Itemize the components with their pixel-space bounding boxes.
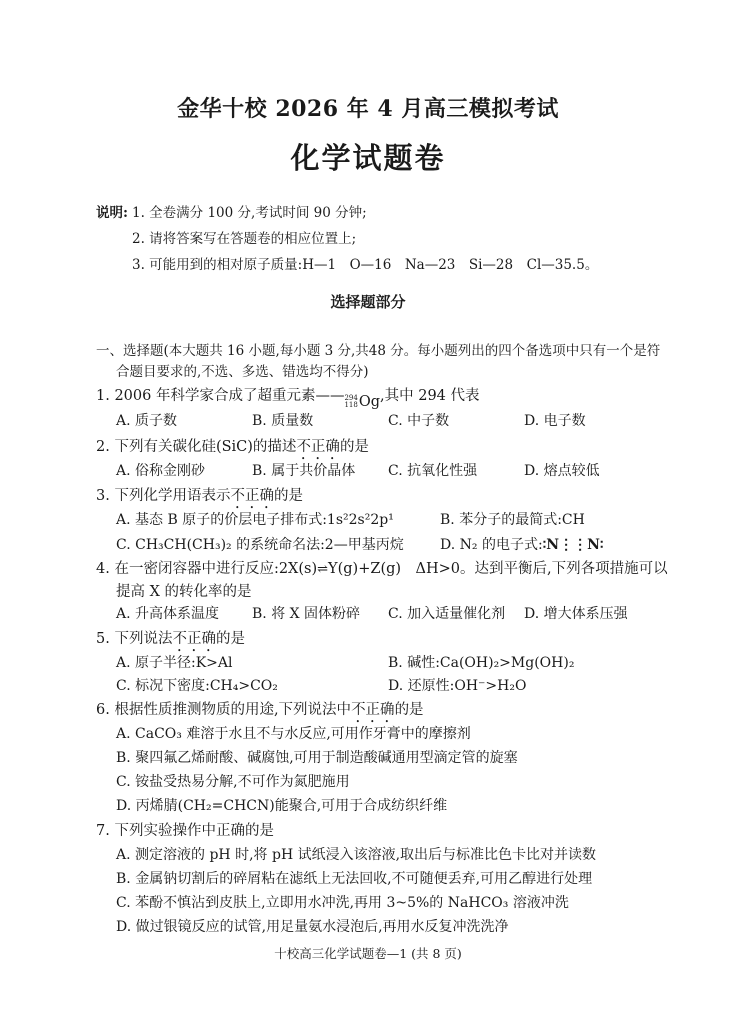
- q3-option-d: [440, 534, 604, 554]
- q5-stem-pre: 5. 下列说法: [96, 631, 173, 647]
- q4-option-b: B. 将 X 固体粉碎: [252, 606, 361, 622]
- q2-stem-post: 的是: [339, 439, 369, 455]
- instruction-item: 2. 请将答案写在答题卷的相应位置上;: [132, 231, 357, 247]
- q5-emphasis: 不正确: [172, 631, 216, 647]
- q6-option-a: A. CaCO₃ 难溶于水且不与水反应,可用作牙膏中的摩擦剂: [116, 726, 471, 742]
- nuclide-symbol: [344, 394, 380, 410]
- q3-stem-post: 的是: [273, 488, 303, 504]
- mass-number: 294: [344, 394, 358, 402]
- q1-option-d: D. 电子数: [524, 413, 586, 429]
- q2-option-d: D. 熔点较低: [524, 463, 600, 479]
- q5-option-c: C. 标况下密度:CH₄>CO₂: [116, 678, 278, 694]
- q3-emphasis: 不正确: [230, 488, 274, 504]
- q3-option-b: B. 苯分子的最简式:CH: [440, 512, 585, 528]
- part-intro-line1: [96, 339, 660, 359]
- question-4: [96, 557, 668, 578]
- question-7: 7. 下列实验操作中正确的是: [96, 823, 274, 839]
- q6-stem-pre: 6. 根据性质推测物质的用途,下列说法中: [96, 702, 352, 718]
- q1-stem-pre: 1. 2006 年科学家合成了超重元素——: [96, 388, 345, 404]
- q5-stem-post: 的是: [215, 631, 245, 647]
- q6-option-b: B. 聚四氟乙烯耐酸、碱腐蚀,可用于制造酸碱通用型滴定管的旋塞: [116, 750, 518, 766]
- question-5: [96, 627, 245, 655]
- exam-title: 金华十校 2026 年 4 月高三模拟考试: [177, 96, 559, 122]
- q6-emphasis: 不正确: [351, 702, 395, 718]
- q4-option-a: A. 升高体系温度: [116, 606, 220, 622]
- exam-subtitle: 化学试题卷: [290, 141, 446, 175]
- q4-stem-pre: 4. 在一密闭容器中进行反应:2X(s): [96, 561, 318, 577]
- q1-option-c: C. 中子数: [388, 413, 450, 429]
- q2-option-a: A. 俗称金刚砂: [116, 463, 206, 479]
- q7-option-a: A. 测定溶液的 pH 时,将 pH 试纸浸入该溶液,取出后与标准比色卡比对并读数: [116, 847, 597, 863]
- atomic-number: 118: [344, 401, 358, 409]
- q7-option-c: C. 苯酚不慎沾到皮肤上,立即用水冲洗,再用 3~5%的 NaHCO₃ 溶液冲洗: [116, 895, 569, 911]
- part-intro-line2: 合题目要求的,不选、多选、错选均不得分): [116, 364, 369, 380]
- q2-emphasis: 不正确: [296, 439, 340, 455]
- q1-option-b: B. 质量数: [252, 413, 314, 429]
- q7-option-b: B. 金属钠切割后的碎屑粘在滤纸上无法回收,不可随便丢弃,可用乙醇进行处理: [116, 871, 593, 887]
- q6-option-d: D. 丙烯腈(CH₂=CHCN)能聚合,可用于合成纺织纤维: [116, 798, 448, 814]
- q4-option-c: C. 加入适量催化剂: [388, 606, 506, 622]
- q5-option-b: B. 碱性:Ca(OH)₂>Mg(OH)₂: [388, 655, 575, 671]
- question-2: [96, 435, 369, 463]
- q4-stem-line2: 提高 X 的转化率的是: [116, 584, 252, 600]
- q3-option-a: A. 基态 B 原子的价层电子排布式:1s²2s²2p¹: [116, 512, 394, 528]
- equilibrium-arrow: ⇌: [317, 562, 329, 577]
- section-title: 选择题部分: [330, 293, 406, 311]
- q5-option-d: D. 还原性:OH⁻>H₂O: [388, 678, 527, 694]
- part-intro-text: 一、选择题(本大题共 16 小题,每小题 3 分,共48 分。每小题列出的四个备选项中只有一个是符: [96, 343, 661, 359]
- q3-option-d-text: D. N₂ 的电子式:: [440, 537, 543, 553]
- q6-stem-post: 的是: [394, 702, 424, 718]
- instruction-item: 3. 可能用到的相对原子质量:H—1 O—16 Na—23 Si—28 Cl—35.5。: [132, 257, 599, 273]
- q2-option-b: B. 属于共价晶体: [252, 463, 356, 479]
- question-6: [96, 698, 424, 726]
- page-footer: 十校高三化学试题卷—1 (共 8 页): [274, 946, 462, 961]
- q1-stem-post: ,其中 294 代表: [380, 388, 480, 404]
- q5-option-a: A. 原子半径:K>Al: [116, 655, 233, 671]
- q4-stem-mid: Y(g)+Z(g) ΔH>0。达到平衡后,下列各项措施可以: [328, 561, 668, 577]
- q7-option-d: D. 做过银镜反应的试管,用足量氨水浸泡后,再用水反复冲洗洗净: [116, 919, 509, 935]
- q1-option-a: A. 质子数: [116, 413, 178, 429]
- instruction-item: 1. 全卷满分 100 分,考试时间 90 分钟;: [132, 205, 367, 221]
- question-1: [96, 384, 480, 410]
- n2-electron-formula: ∶N⋮⋮N∶: [542, 537, 604, 553]
- q3-stem-pre: 3. 下列化学用语表示: [96, 488, 231, 504]
- q2-stem-pre: 2. 下列有关碳化硅(SiC)的描述: [96, 439, 297, 455]
- question-3: [96, 484, 303, 512]
- instructions-label: 说明:: [96, 205, 128, 221]
- q3-option-c: C. CH₃CH(CH₃)₂ 的系统命名法:2—甲基丙烷: [116, 537, 404, 553]
- q2-option-c: C. 抗氧化性强: [388, 463, 478, 479]
- q4-option-d: D. 增大体系压强: [524, 606, 628, 622]
- element-symbol: Og: [358, 394, 380, 410]
- q6-option-c: C. 铵盐受热易分解,不可作为氮肥施用: [116, 774, 350, 790]
